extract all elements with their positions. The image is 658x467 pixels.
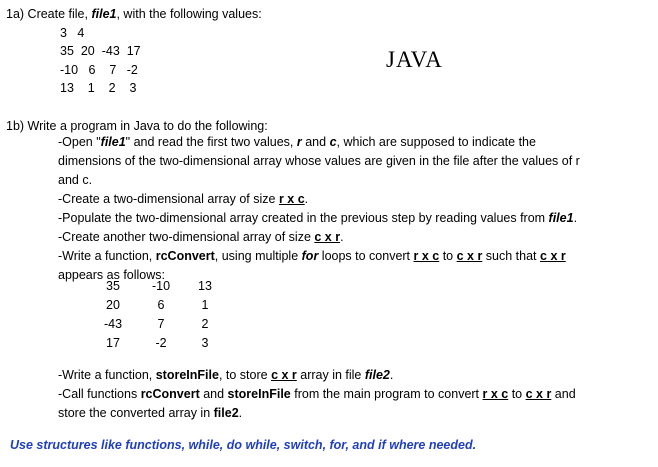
matrix-cell: 3 [201,336,209,350]
step-create-cxr: -Create another two-dimensional array of size c x r. [58,230,344,244]
matrix-cell: 20 [106,298,120,312]
step-create-rxc: -Create a two-dimensional array of size r x c. [58,192,309,206]
matrix-cell: 1 [201,298,209,312]
instructions-cont [58,366,648,423]
matrix-cell: -2 [155,336,167,350]
file-row: 13 1 2 3 [60,81,137,95]
result-matrix [96,277,236,353]
dims-line: 3 4 [60,26,85,40]
file-row: -10 6 7 -2 [60,63,138,77]
step-rcconvert-cont: appears as follows: [58,268,166,282]
step-call-functions: -Call functions rcConvert and storeInFile from the main program to convert r x c to c x r and [58,387,576,401]
footer-note: Use structures like functions, while, do while, switch, for, and if where needed. [10,438,477,452]
step-storeinfile: -Write a function, storeInFile, to store c x r array in file file2. [58,368,394,382]
part-b-heading: 1b) Write a program in Java to do the following: [6,119,268,133]
matrix-cell: 7 [157,317,165,331]
step-call-functions-cont: store the converted array in file2. [58,406,243,420]
matrix-cell: 2 [201,317,209,331]
step-rcconvert: -Write a function, rcConvert, using multiple for loops to convert r x c to c x r such that c x r [58,249,566,263]
file-row: 35 20 -43 17 [60,44,141,58]
part-a-heading: 1a) Create file, file1, with the following values: [6,7,262,21]
language-header: JAVA [386,47,443,72]
step-populate: -Populate the two-dimensional array created in the previous step by reading values from file1. [58,211,578,225]
step-open-cont: and c. [58,173,93,187]
matrix-cell: 13 [198,279,212,293]
matrix-cell: 17 [106,336,120,350]
matrix-cell: -10 [151,279,171,293]
step-open-cont: dimensions of the two-dimensional array whose values are given in the file after the values of r [58,154,580,168]
matrix-cell: 35 [106,279,120,293]
matrix-cell: 6 [157,298,165,312]
instructions [58,133,648,285]
matrix-cell: -43 [103,317,123,331]
file-name: file1 [91,7,117,21]
step-open: -Open "file1" and read the first two values, r and c, which are supposed to indicate the [58,135,536,149]
